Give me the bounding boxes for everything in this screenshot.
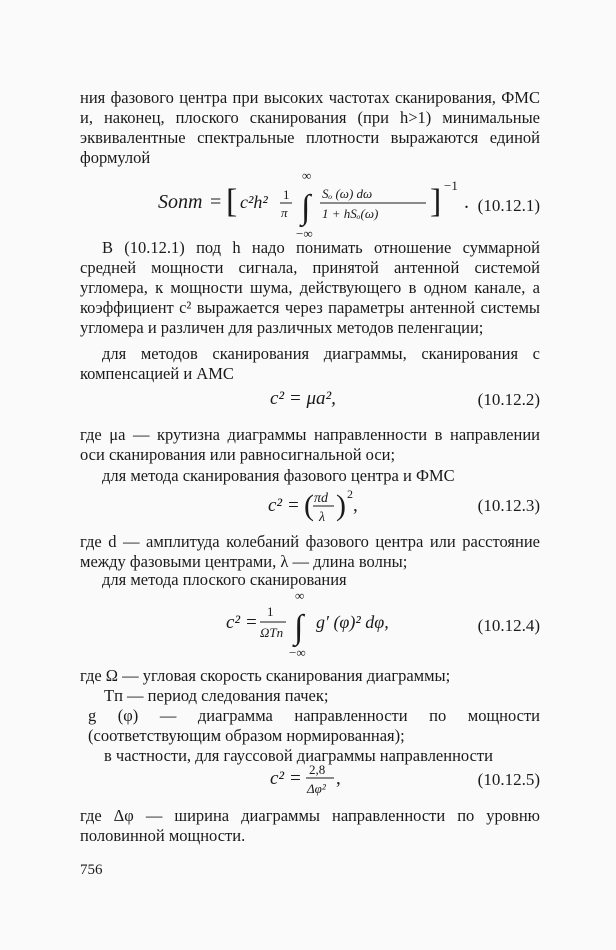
svg-text:Δφ²: Δφ² xyxy=(307,781,326,796)
svg-text:−∞: −∞ xyxy=(296,226,313,241)
page-number: 756 xyxy=(80,862,103,878)
svg-text:,: , xyxy=(336,768,341,789)
svg-text:1: 1 xyxy=(267,604,274,619)
equation-10-12-2 xyxy=(80,382,540,422)
svg-text:[: [ xyxy=(226,183,238,220)
svg-text:=: = xyxy=(210,191,222,213)
equation-number-1: (10.12.1) xyxy=(477,196,540,215)
svg-text:π: π xyxy=(281,205,288,220)
equation-10-12-3-graphic xyxy=(80,484,540,530)
svg-text:1: 1 xyxy=(283,187,290,202)
svg-text:∫: ∫ xyxy=(294,609,304,646)
equation-number-4: (10.12.4) xyxy=(477,616,540,635)
equation-number-2: (10.12.2) xyxy=(477,390,540,409)
svg-text:]: ] xyxy=(430,183,442,220)
svg-text:ΩTп: ΩTп xyxy=(260,625,284,640)
equation-number-3: (10.12.3) xyxy=(477,496,540,515)
equation-10-12-5 xyxy=(80,758,540,802)
svg-text:c² =: c² = xyxy=(270,768,302,789)
paragraph-intro: ния фазового центра при высоких частотах сканирования, ФМС и, наконец, плоского сканирования (при h>1) минимальные эквивалентные спектральные плотности выражаются единой формулой xyxy=(80,88,540,167)
paragraph-gaussian: в частности, для гауссовой диаграммы направленности xyxy=(104,746,493,765)
svg-text:c² =: c² = xyxy=(268,495,300,516)
svg-text:,: , xyxy=(353,495,358,516)
equation-10-12-4-graphic xyxy=(80,588,540,660)
equation-10-12-4 xyxy=(80,588,540,660)
svg-text:.: . xyxy=(464,191,469,213)
paragraph-delta-phi: где Δφ — ширина диаграммы направленности по уровню половинной мощности. xyxy=(80,806,540,845)
svg-text:∞: ∞ xyxy=(302,168,312,183)
eq1-c2h2: c²h² xyxy=(240,192,268,212)
equation-10-12-1-graphic xyxy=(80,168,540,243)
definition-omega: где Ω — угловая скорость сканирования диаграммы; xyxy=(80,666,451,685)
equation-10-12-5-graphic xyxy=(80,758,540,802)
svg-text:−1: −1 xyxy=(444,178,458,193)
paragraph-phase-center: для метода сканирования фазового центра и ФМС xyxy=(102,466,455,485)
svg-text:c² =: c² = xyxy=(226,612,258,633)
equation-10-12-3 xyxy=(80,484,540,530)
svg-text:λ: λ xyxy=(319,510,326,525)
paragraph-h-definition: В (10.12.1) под h надо понимать отношение суммарной средней мощности сигнала, принятой антенной системой угломера, к мощности шума, действующего в одном канале, а коэффициент c² выражается через параметры антенной системы угломера и различен для различных методов пеленгации; xyxy=(80,238,540,337)
paragraph-mu-definition: где μа — крутизна диаграммы направленности в направлении оси сканирования или равносигнальной оси; xyxy=(80,425,540,464)
svg-text:2: 2 xyxy=(347,487,353,501)
svg-text:∞: ∞ xyxy=(295,588,305,603)
equation-10-12-1 xyxy=(80,168,540,243)
svg-text:πd: πd xyxy=(314,491,329,506)
paragraph-d-definition: где d — амплитуда колебаний фазового центра или расстояние между фазовыми центрами, λ — длина волны; xyxy=(80,532,540,571)
equation-number-5: (10.12.5) xyxy=(477,770,540,789)
svg-text:−∞: −∞ xyxy=(289,645,306,660)
paragraph-planar-scan: для метода плоского сканирования xyxy=(102,570,347,589)
eq1-lhs: Sопт xyxy=(158,191,203,213)
eq1-denominator: 1 + hSₒ(ω) xyxy=(322,206,379,221)
eq1-numerator: Sₒ (ω) dω xyxy=(322,186,373,201)
svg-text:): ) xyxy=(336,489,346,522)
svg-text:g′ (φ)² dφ,: g′ (φ)² dφ, xyxy=(316,612,389,632)
definition-tp: Tп — период следования пачек; xyxy=(104,686,329,705)
paragraph-scan-methods: для методов сканирования диаграммы, сканирования с компенсацией и АМС xyxy=(80,344,540,383)
eq2-expression: c² = μа², xyxy=(270,388,336,409)
svg-text:2,8: 2,8 xyxy=(309,762,326,777)
svg-text:∫: ∫ xyxy=(301,189,311,226)
definition-g-phi: g (φ) — диаграмма направленности по мощности (соответствующим образом нормированная); xyxy=(88,706,540,745)
svg-text:(: ( xyxy=(304,489,314,522)
